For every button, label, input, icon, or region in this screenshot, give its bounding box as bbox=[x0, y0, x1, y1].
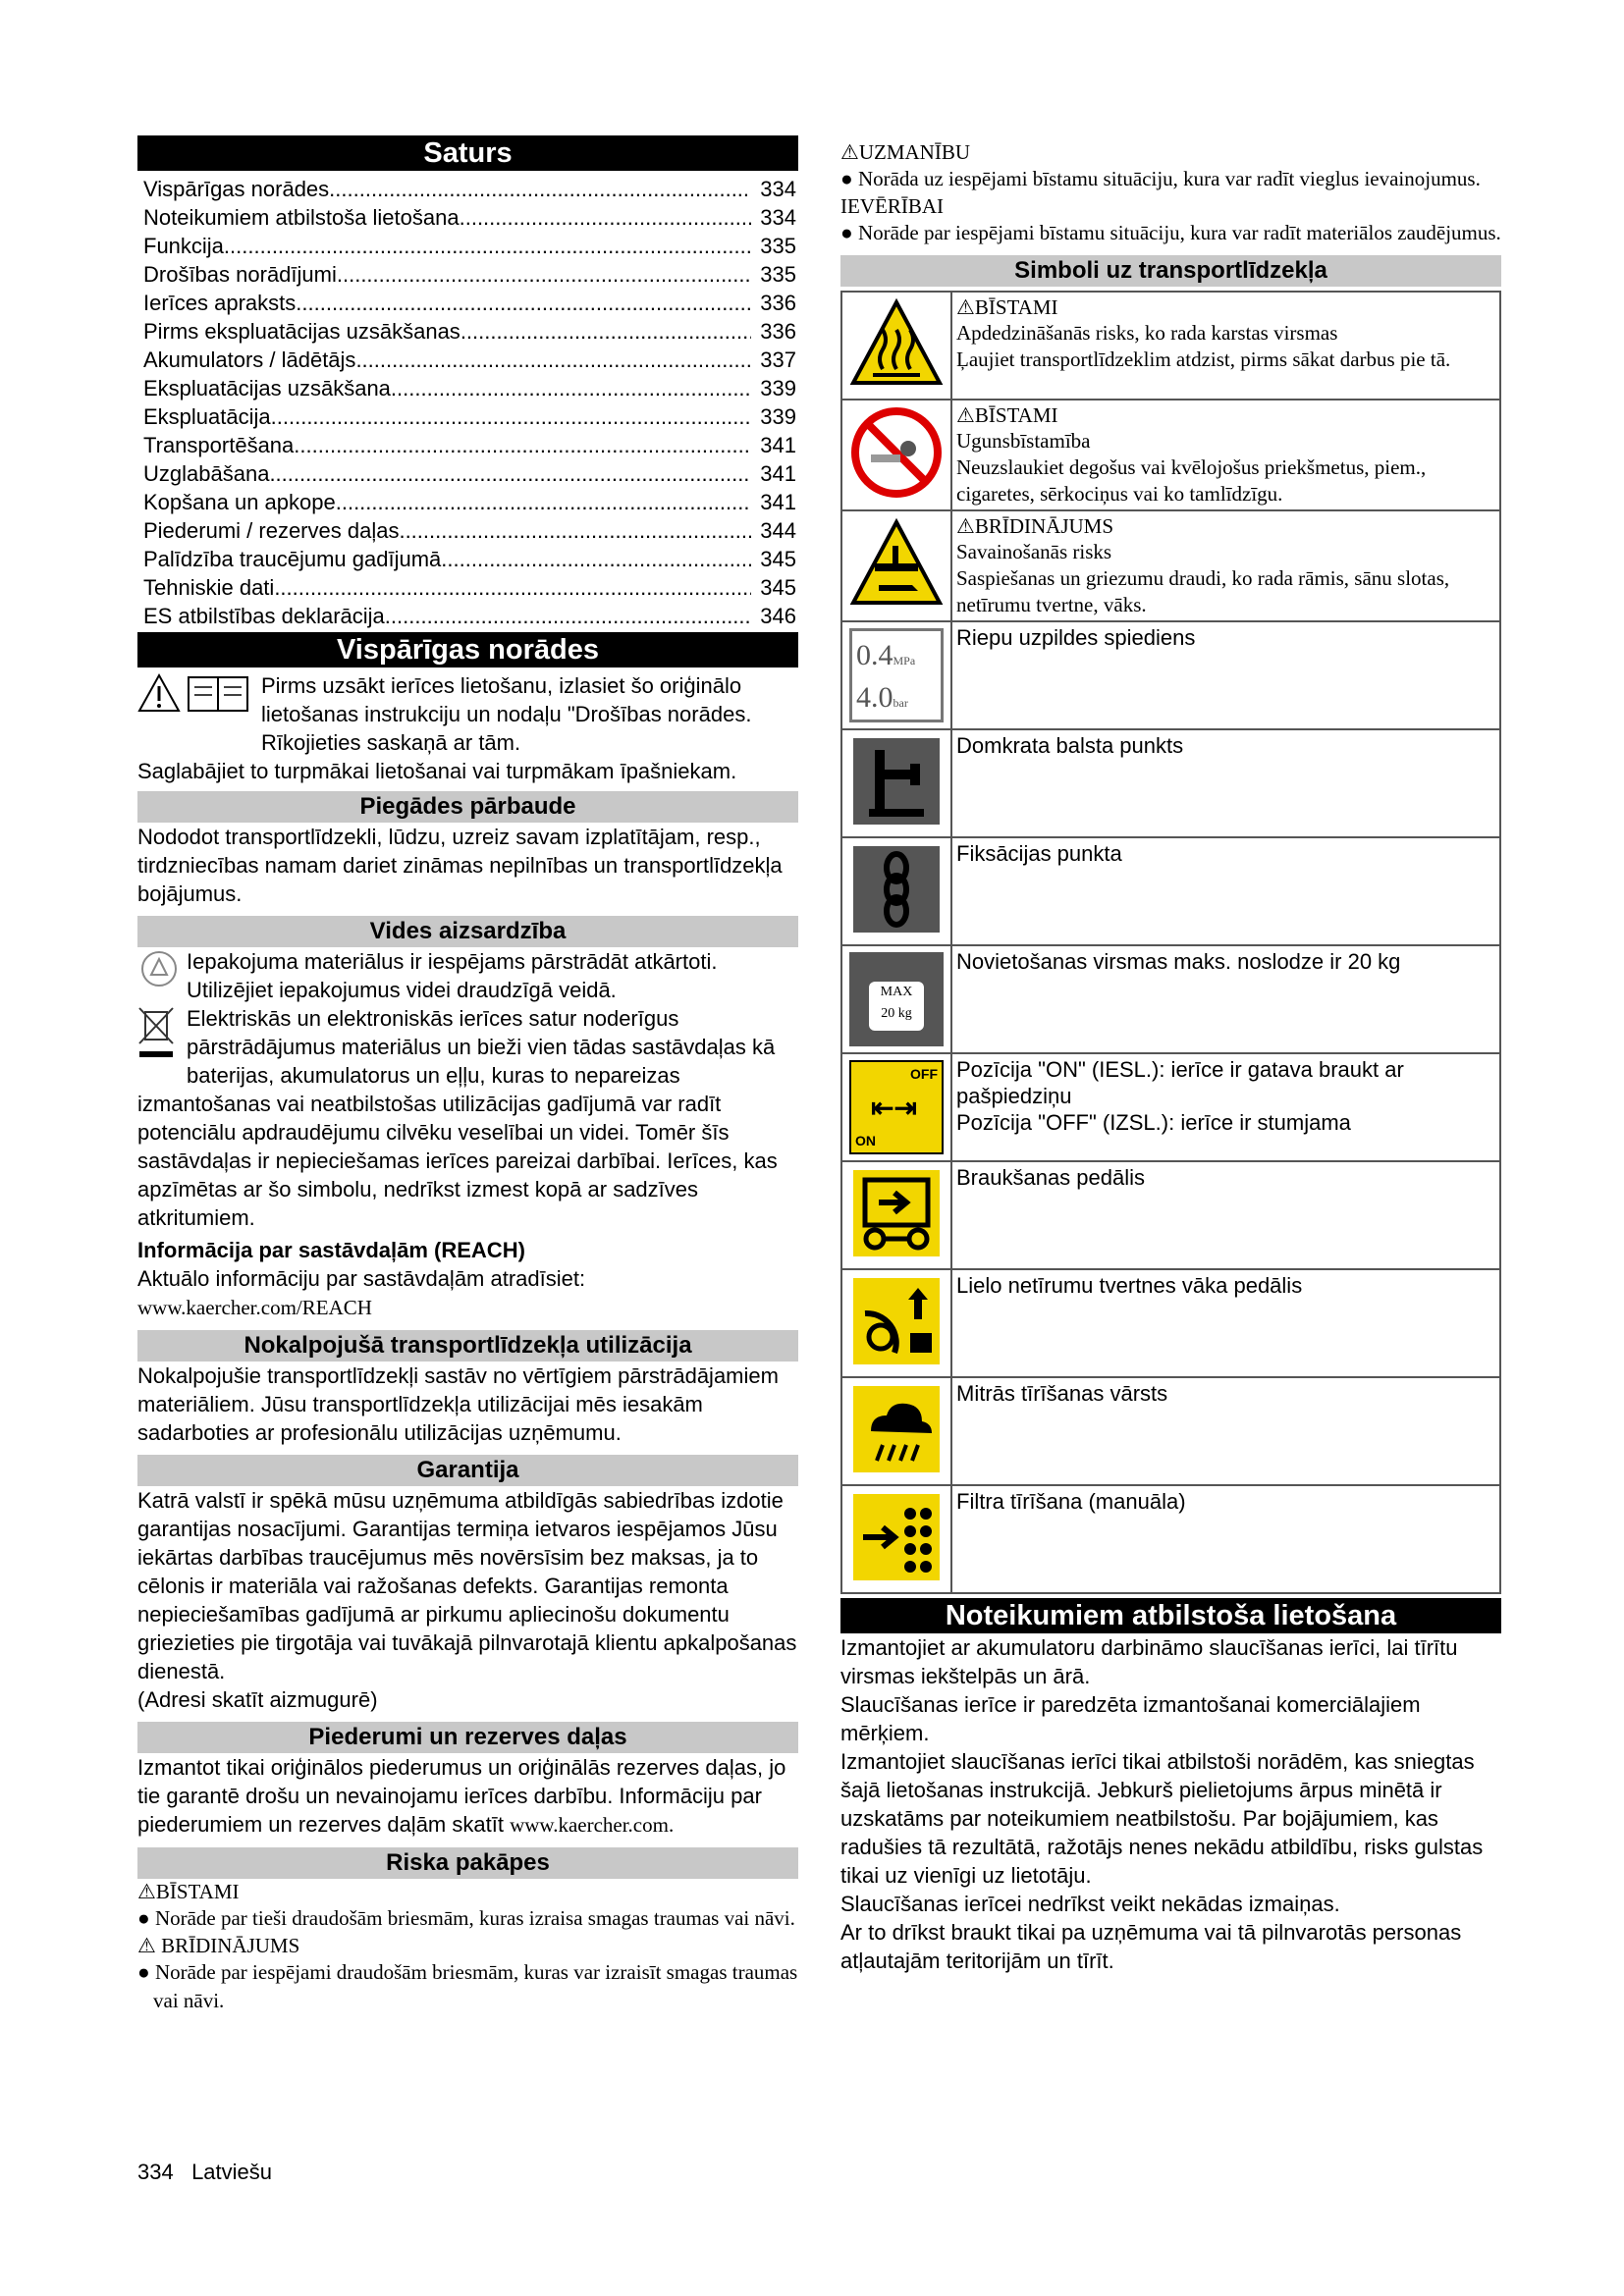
toc-item-page: 341 bbox=[760, 433, 796, 457]
toc-item-label: Ekspluatācijas uzsākšana bbox=[143, 376, 391, 400]
symbol-row bbox=[841, 621, 1500, 729]
switch-on-label: ON bbox=[855, 1133, 876, 1148]
toc-item[interactable] bbox=[137, 459, 798, 488]
toc-item-page: 341 bbox=[760, 490, 796, 514]
toc-item-label: Ierīces apraksts bbox=[143, 291, 297, 315]
symbol-row bbox=[841, 292, 1500, 400]
page-footer bbox=[137, 2160, 272, 2185]
risk-level-text: Norāda uz iespējami bīstamu situāciju, kura var radīt vieglus ievainojumus. bbox=[857, 167, 1481, 190]
toc-item-label: Funkcija bbox=[143, 234, 224, 258]
symbol-text: Saspiešanas un griezumu draudi, ko rada rāmis, sānu slotas, netīrumu tvertne, vāks. bbox=[956, 566, 1450, 616]
parts-link[interactable]: www.kaercher.com. bbox=[510, 1813, 675, 1837]
toc-item-label: Ekspluatācija bbox=[143, 404, 271, 429]
toc-item-page: 345 bbox=[760, 547, 796, 571]
gauge-top-value: 0.4 bbox=[856, 639, 893, 671]
toc-item[interactable] bbox=[137, 346, 798, 374]
symbols-table bbox=[840, 291, 1501, 1594]
warning-triangle-icon: ⚠ bbox=[137, 1934, 162, 1957]
risk-level-text: Norāde par iespējami bīstamu situāciju, kura var radīt materiālos zaudējumus. bbox=[857, 221, 1501, 244]
toc-item[interactable] bbox=[137, 431, 798, 459]
recycle-icon bbox=[137, 947, 187, 1004]
toc-item-page: 335 bbox=[760, 262, 796, 287]
risk-level-notice: IEVĒRĪBAI ● Norāde par iespējami bīstamu situāciju, kura var radīt materiālos zaudējumus. bbox=[840, 194, 1501, 244]
toc-item-label: Tehniskie dati bbox=[143, 575, 275, 600]
symbol-text: Apdedzināšanās risks, ko rada karstas virsmas bbox=[956, 321, 1338, 345]
toc-item-page: 341 bbox=[760, 461, 796, 486]
toc-item-page: 344 bbox=[760, 518, 796, 543]
delivery-heading: Piegādes pārbaude bbox=[137, 791, 798, 823]
parts-heading: Piederumi un rezerves daļas bbox=[137, 1722, 798, 1753]
reach-heading: Informācija par sastāvdaļām (REACH) bbox=[137, 1238, 525, 1262]
toc-item[interactable] bbox=[137, 317, 798, 346]
risk-level-caution: ⚠UZMANĪBU ● Norāda uz iespējami bīstamu situāciju, kura var radīt vieglus ievainojumus. bbox=[840, 140, 1481, 190]
toc-item-leader bbox=[224, 232, 751, 260]
toc-item[interactable] bbox=[137, 545, 798, 573]
page-number: 334 bbox=[137, 2160, 174, 2184]
toc-item-page: 337 bbox=[760, 347, 796, 372]
warning-triangle-icon: ⚠ bbox=[956, 514, 975, 538]
toc-item-leader bbox=[294, 431, 751, 459]
symbol-row bbox=[841, 1377, 1500, 1485]
crush-hazard-icon bbox=[841, 510, 951, 621]
symbol-text: Neuzslaukiet degošus vai kvēlojošus priekšmetus, piem., cigaretes, sērkociņus vai ko tamlīdzīgu. bbox=[956, 455, 1427, 506]
risk-level-head: BĪSTAMI bbox=[155, 1880, 240, 1903]
symbol-text: Ļaujiet transportlīdzeklim atdzist, pirms sākat darbus pie tā. bbox=[956, 347, 1451, 371]
toc-item-label: Palīdzība traucējumu gadījumā bbox=[143, 547, 442, 571]
toc-item[interactable] bbox=[137, 289, 798, 317]
toc-item-leader bbox=[399, 516, 751, 545]
disposal-text: Nokalpojušie transportlīdzekļi sastāv no vērtīgiem pārstrādājamiem materiāliem. Jūsu transportlīdzekļa utilizācijai mēs iesakām sadarboties ar profesionālu utilizācijas uzņēmumu. bbox=[137, 1363, 779, 1445]
symbol-text: Riepu uzpildes spiediens bbox=[956, 625, 1196, 650]
toc-item-page: 335 bbox=[760, 234, 796, 258]
environment-heading: Vides aizsardzība bbox=[137, 916, 798, 947]
toc-list bbox=[137, 171, 798, 630]
symbol-text: Fiksācijas punkta bbox=[956, 841, 1122, 866]
intended-use-paragraph: Slaucīšanas ierīce ir paredzēta izmantošanai komerciālajiem mērķiem. bbox=[840, 1692, 1421, 1745]
wet-cleaning-valve-icon bbox=[841, 1377, 951, 1485]
toc-item-page: 334 bbox=[760, 205, 796, 230]
general-heading: Vispārīgas norādes bbox=[137, 632, 798, 667]
toc-item-leader bbox=[269, 459, 751, 488]
symbol-row bbox=[841, 510, 1500, 621]
toc-item[interactable] bbox=[137, 203, 798, 232]
toc-item-leader bbox=[296, 289, 751, 317]
intended-use-paragraph: Izmantojiet ar akumulatoru darbināmo slaucīšanas ierīci, lai tīrītu virsmas iekštelpās un ārā. bbox=[840, 1635, 1458, 1688]
intended-use-text bbox=[840, 1633, 1501, 1975]
switch-off-label: OFF bbox=[910, 1066, 938, 1082]
warranty-heading: Garantija bbox=[137, 1455, 798, 1486]
toc-item[interactable] bbox=[137, 232, 798, 260]
warning-triangle-icon: ⚠ bbox=[956, 295, 975, 319]
risk-level-text: Norāde par iespējami draudošām briesmām, kuras var izraisīt smagas traumas vai nāvi. bbox=[153, 1960, 798, 2012]
left-column bbox=[137, 135, 798, 2015]
toc-item-page: 336 bbox=[760, 319, 796, 344]
symbol-head: BRĪDINĀJUMS bbox=[974, 514, 1114, 538]
toc-heading: Saturs bbox=[137, 135, 798, 171]
toc-item[interactable] bbox=[137, 402, 798, 431]
toc-item-page: 339 bbox=[760, 404, 796, 429]
toc-item[interactable] bbox=[137, 602, 798, 630]
reach-paragraph bbox=[137, 1264, 798, 1322]
toc-item-leader bbox=[460, 317, 751, 346]
symbol-row bbox=[841, 1269, 1500, 1377]
toc-item-leader bbox=[271, 402, 751, 431]
intended-use-heading: Noteikumiem atbilstoša lietošana bbox=[840, 1598, 1501, 1633]
symbol-row bbox=[841, 729, 1500, 837]
drive-pedal-icon bbox=[841, 1161, 951, 1269]
general-notice bbox=[137, 671, 798, 757]
environment-recycle bbox=[137, 947, 798, 1004]
disposal-heading: Nokalpojušā transportlīdzekļa utilizācija bbox=[137, 1330, 798, 1362]
symbol-text: Lielo netīrumu tvertnes vāka pedālis bbox=[956, 1273, 1303, 1298]
toc-item-leader bbox=[355, 346, 751, 374]
gauge-bottom-unit: bar bbox=[893, 696, 908, 710]
intended-use-paragraph: Ar to drīkst braukt tikai pa uzņēmuma vai tā pilnvarotās personas atļautajām teritorijām un tīrīt. bbox=[840, 1920, 1462, 1973]
toc-item[interactable] bbox=[137, 573, 798, 602]
toc-item-page: 346 bbox=[760, 604, 796, 628]
toc-item-leader bbox=[274, 573, 751, 602]
warning-triangle-icon: ⚠ bbox=[840, 140, 859, 164]
toc-item[interactable] bbox=[137, 175, 798, 203]
hot-surface-icon bbox=[841, 292, 951, 400]
toc-item-leader bbox=[391, 374, 751, 402]
toc-item-label: Noteikumiem atbilstoša lietošana bbox=[143, 205, 460, 230]
risk-level-head: IEVĒRĪBAI bbox=[840, 194, 944, 218]
environment-weee bbox=[137, 1004, 798, 1232]
general-paragraph-2: Saglabājiet to turpmākai lietošanai vai turpmākam īpašniekam. bbox=[137, 759, 737, 783]
warning-triangle-icon: ⚠ bbox=[956, 403, 975, 427]
on-off-icon: OFF ⇤⇥ ON bbox=[841, 1053, 951, 1161]
toc-item-label: Drošības norādījumi bbox=[143, 262, 337, 287]
tie-down-icon bbox=[841, 837, 951, 945]
toc-item-leader bbox=[385, 602, 751, 630]
reach-text: Aktuālo informāciju par sastāvdaļām atradīsiet: bbox=[137, 1266, 586, 1291]
toc-item-leader bbox=[337, 260, 751, 289]
toc-item-label: Kopšana un apkope bbox=[143, 490, 336, 514]
symbol-row bbox=[841, 945, 1500, 1053]
toc-item-page: 334 bbox=[760, 177, 796, 201]
intended-use-paragraph: Slaucīšanas ierīcei nedrīkst veikt nekādas izmaiņas. bbox=[840, 1892, 1340, 1916]
no-fire-icon bbox=[841, 400, 951, 510]
hopper-lid-pedal-icon bbox=[841, 1269, 951, 1377]
toc-item-leader bbox=[336, 488, 751, 516]
symbol-head: BĪSTAMI bbox=[974, 403, 1058, 427]
symbol-text: Filtra tīrīšana (manuāla) bbox=[956, 1489, 1186, 1514]
risk-level-text: Norāde par tieši draudošām briesmām, kuras izraisa smagas traumas vai nāvi. bbox=[154, 1906, 795, 1930]
gauge-top-unit: MPa bbox=[893, 654, 916, 667]
warranty-note: (Adresi skatīt aizmugurē) bbox=[137, 1687, 378, 1712]
toc-item[interactable] bbox=[137, 374, 798, 402]
warning-manual-icon bbox=[137, 671, 261, 757]
symbol-text: Pozīcija "OFF" (IZSL.): ierīce ir stumjama bbox=[956, 1110, 1351, 1135]
symbols-heading: Simboli uz transportlīdzekļa bbox=[840, 255, 1501, 287]
symbol-text: Braukšanas pedālis bbox=[956, 1165, 1146, 1190]
symbol-row bbox=[841, 400, 1500, 510]
toc-item-page: 345 bbox=[760, 575, 796, 600]
toc-item[interactable] bbox=[137, 488, 798, 516]
risk-level-danger: ⚠BĪSTAMI ● Norāde par tieši draudošām briesmām, kuras izraisa smagas traumas vai nāvi. bbox=[137, 1880, 795, 1930]
max-load-icon bbox=[841, 945, 951, 1053]
footer-language: Latviešu bbox=[191, 2160, 273, 2184]
symbol-text: Savainošanās risks bbox=[956, 540, 1112, 563]
symbol-row bbox=[841, 837, 1500, 945]
toc-item-label: Uzglabāšana bbox=[143, 461, 270, 486]
symbol-text: Ugunsbīstamība bbox=[956, 429, 1091, 453]
toc-item-label: ES atbilstības deklarācija bbox=[143, 604, 385, 628]
toc-item-label: Vispārīgas norādes bbox=[143, 177, 330, 201]
delivery-text: Nododot transportlīdzekli, lūdzu, uzreiz savam izplatītājam, resp., tirdzniecības namam dariet zināmas nepilnības un transportlīdzekļa bojājumus. bbox=[137, 825, 783, 906]
general-paragraph-1: Pirms uzsākt ierīces lietošanu, izlasiet šo oriģinālo lietošanas instrukciju un nodaļu "Drošības norādes. Rīkojieties saskaņā ar tām. bbox=[261, 673, 752, 755]
toc-item-leader bbox=[460, 203, 751, 232]
symbol-text: Pozīcija "ON" (IESL.): ierīce ir gatava braukt ar pašpiedziņu bbox=[956, 1057, 1404, 1108]
intended-use-paragraph: Izmantojiet slaucīšanas ierīci tikai atbilstoši norādēm, kas sniegtas šajā lietošanas instrukcijā. Jebkurš pielietojums ārpus minētā ir uzskatāms par noteikumiem neatbilstošu. Par bojājumiem, kas radušies tā rezultātā, ražotājs nenes nekādu atbildību, risks gulstas tikai uz vienīgi uz lietotāju. bbox=[840, 1749, 1484, 1888]
symbol-head: BĪSTAMI bbox=[974, 295, 1058, 319]
warning-triangle-icon: ⚠ bbox=[137, 1880, 156, 1903]
warranty-text: Katrā valstī ir spēkā mūsu uzņēmuma atbildīgās sabiedrības izdotie garantijas nosacījumi. Garantijas termiņa ietvaros iespējamos Jūsu iekārtas darbības traucējumus mēs novērsīsim bez maksas, ja to cēlonis ir materiāla vai ražošanas defekts. Garantijas remonta nepieciešamības gadījumā ar pirkumu apliecinošu dokumentu griezieties pie tirgotāja vai tuvākajā pilnvarotajā klientu apkalpošanas dienestā. bbox=[137, 1488, 797, 1683]
parts-text: Izmantot tikai oriģinālos piederumus un oriģinālās rezerves daļas, jo tie garantē drošu un nevainojamu ierīces darbību. Informāciju par piederumiem un rezerves daļām skatīt bbox=[137, 1755, 786, 1837]
toc-item-label: Akumulators / lādētājs bbox=[143, 347, 356, 372]
toc-item-page: 336 bbox=[760, 291, 796, 315]
symbol-text: Domkrata balsta punkts bbox=[956, 733, 1184, 758]
tyre-pressure-icon bbox=[841, 621, 951, 729]
environment-paragraph-2: Elektriskās un elektroniskās ierīces satur noderīgus pārstrādājumus materiālus un bieži vien tādas sastāvdaļas kā baterijas, akumulatorus un eļļu, kuras to nepareizas izmantošanas vai neatbilstošas utilizācijas gadījumā var radīt potenciālu apdraudējumu cilvēku veselībai un videi. Tomēr šīs sastāvdaļas ir nepieciešamas ierīces pareizai darbībai. Ierīces, kas apzīmētas ar šo simbolu, nedrīkst izmest kopā ar sadzīves atkritumiem. bbox=[137, 1006, 778, 1230]
weight-value: 20 kg bbox=[881, 1006, 912, 1021]
symbol-text: Novietošanas virsmas maks. noslodze ir 20 kg bbox=[956, 949, 1401, 974]
toc-item-page: 339 bbox=[760, 376, 796, 400]
environment-paragraph-1: Iepakojuma materiālus ir iespējams pārstrādāt atkārtoti. Utilizējiet iepakojumus videi draudzīgā veidā. bbox=[187, 949, 718, 1002]
symbol-row bbox=[841, 1485, 1500, 1593]
risk-heading: Riska pakāpes bbox=[137, 1847, 798, 1879]
toc-item-label: Transportēšana bbox=[143, 433, 295, 457]
weight-label: MAX bbox=[880, 985, 913, 999]
reach-link[interactable]: www.kaercher.com/REACH bbox=[137, 1296, 372, 1319]
parts-paragraph bbox=[137, 1753, 798, 1840]
toc-item-label: Piederumi / rezerves daļas bbox=[143, 518, 400, 543]
jack-point-icon bbox=[841, 729, 951, 837]
gauge-bottom-value: 4.0 bbox=[856, 681, 893, 714]
risk-level-head: UZMANĪBU bbox=[858, 140, 970, 164]
symbol-row bbox=[841, 1053, 1500, 1161]
toc-item-leader bbox=[329, 175, 751, 203]
risk-level-head: BRĪDINĀJUMS bbox=[161, 1934, 300, 1957]
toc-item-leader bbox=[441, 545, 751, 573]
right-column bbox=[840, 139, 1501, 1975]
symbol-text: Mitrās tīrīšanas vārsts bbox=[956, 1381, 1168, 1406]
toc-item[interactable] bbox=[137, 516, 798, 545]
symbol-row bbox=[841, 1161, 1500, 1269]
crossed-bin-icon bbox=[137, 1004, 187, 1067]
risk-level-warning: ⚠ BRĪDINĀJUMS ● Norāde par iespējami draudošām briesmām, kuras var izraisīt smagas traumas vai nāvi. bbox=[137, 1934, 798, 2012]
toc-item[interactable] bbox=[137, 260, 798, 289]
toc-item-label: Pirms ekspluatācijas uzsākšanas bbox=[143, 319, 460, 344]
filter-cleaning-icon bbox=[841, 1485, 951, 1593]
